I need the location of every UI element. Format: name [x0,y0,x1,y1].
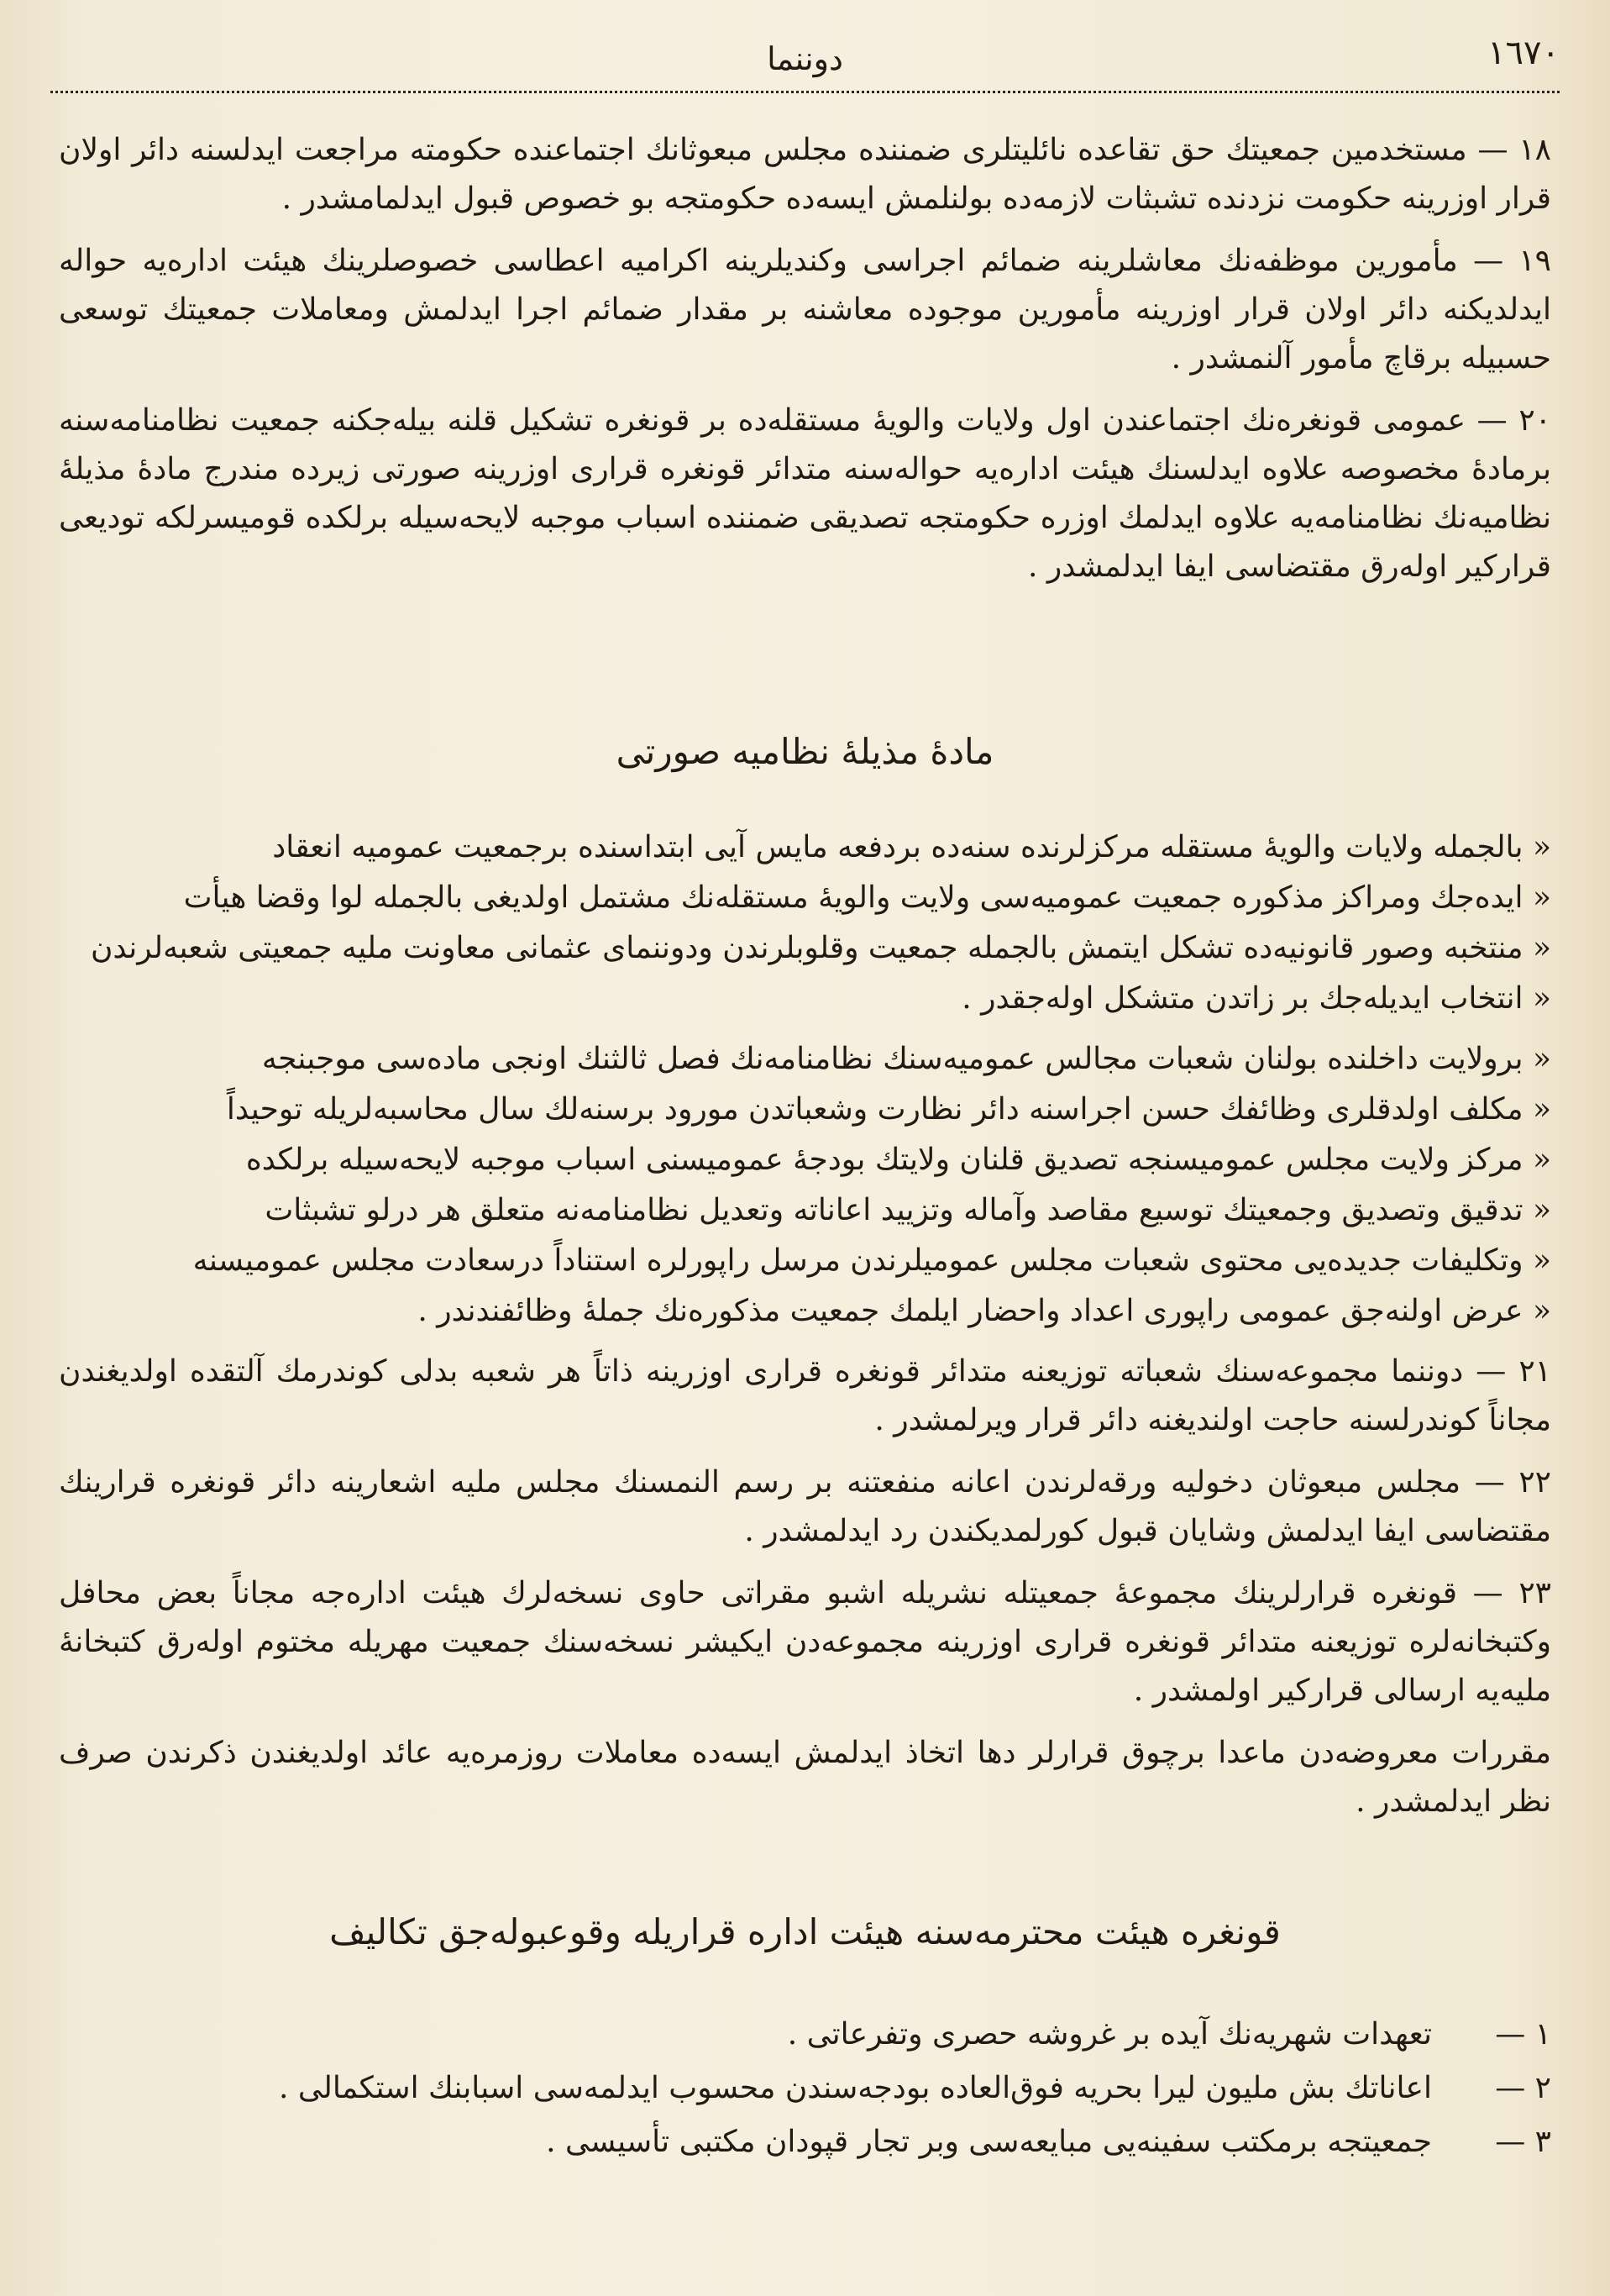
item-text: جمعیتجه برمکتب سفینه‌یی مبایعه‌سی وبر تجار قپودان مکتبی تأسیسی . [546,2125,1432,2159]
item-text: تعهدات شهریه‌نك آیده بر غروشه حصری وتفرعاتی . [787,2017,1432,2052]
paragraph-19: ١٩ — مأمورین موظفه‌نك معاشلرینه ضمائم اجراسی وکندیلرینه اکرامیه اعطاسی خصوصلرینك هیئت اداره‌یه حواله ایدلدیکنه دائر اولان قرار اوزرینه مأمورین موجوده معاشنه بر مقدار ضمائم اجرا ایدلمش ومعاملات جمعیتك توسعی حسبیله برقاچ مأمور آلنمشدر . [59,244,1551,376]
quote-line: « مرکز ولایت مجلس عمومیسنجه تصدیق قلنان ولایتك بودجهٔ عمومیسنی اسباب موجبه لایحه‌سیله برلکده [245,1143,1551,1177]
quote-line: « مکلف اولدقلری وظائفك حسن اجراسنه دائر نظارت وشعباتدن مورود برسنه‌لك سال محاسبه‌لریله توحیداً [226,1092,1551,1127]
item-text: اعاناتك بش ملیون لیرا بحریه فوق‌العاده بودجه‌سندن محسوب ایدلمه‌سی اسبابنك استکمالی . [279,2071,1432,2105]
item-number: ٢ — [1495,2071,1551,2105]
item-number: ١ — [1495,2017,1551,2052]
quote-line: « منتخبه وصور قانونیه‌ده تشکل ایتمش بالجمله جمعیت وقلوبلرندن ودوننمای عثمانی معاونت ملیه جمعیتی شعبه‌لرندن [90,931,1551,965]
quote-line: « عرض اولنه‌جق عمومی راپوری اعداد واحضار ایلمك جمعیت مذکوره‌نك جملهٔ وظائفندندر . [417,1294,1551,1328]
quote-line: « برولایت داخلنده بولنان شعبات مجالس عمومیه‌سنك نظامنامه‌نك فصل ثالثنك اونجی ماده‌سی موجبنجه [261,1042,1551,1076]
paragraph-22: ٢٢ — مجلس مبعوثان دخولیه ورقه‌لرندن اعانه منفعتنه بر رسم النمسنك مجلس ملیه اشعارینه دائر قونغره قرارینك مقتضاسی ایفا ایدلمش وشایان قبول کورلمدیکندن رد ایدلمشدر . [59,1465,1551,1548]
quote-line: « تدقیق وتصدیق وجمعیتك توسیع مقاصد وآماله وتزیید اعاناته وتعدیل نظامنامه‌نه متعلق هر درلو تشبثات [265,1193,1551,1227]
quote-line: « بالجمله ولایات والویهٔ مستقله مرکزلرنده سنه‌ده بردفعه مایس آیی ابتداسنده برجمعیت عمومیه انعقاد [272,830,1551,864]
list-item [59,2008,1551,2062]
proposal-list [59,2008,1551,2169]
page-number: ١٦٧٠ [1487,34,1560,72]
quote-line: « انتخاب ایدیله‌جك بر زاتدن متشکل اوله‌جقدر . [962,981,1551,1016]
page-header [50,34,1560,92]
quote-line: « وتکلیفات جدیده‌یی محتوی شعبات مجلس عمومیلرندن مرسل راپورلره استناداً درسعادت مجلس عمومیسنه [192,1243,1551,1278]
paragraph-21: ٢١ — دوننما مجموعه‌سنك شعباته توزیعنه متدائر قونغره قراری اوزرینه ذاتاً هر شعبه بدلی کوندرمك آلتقده اولدیغندن مجاناً کوندرلسنه حاجت اولندیغنه دائر قرار ویرلمشدر . [59,1354,1551,1437]
closing-paragraph: مقررات معروضه‌دن ماعدا برچوق قرارلر دها اتخاذ ایدلمش ایسه‌ده معاملات روزمره‌یه عائد اولدیغندن ذکرندن صرف نظر ایدلمشدر . [59,1736,1551,1819]
quote-line: « ایده‌جك ومراکز مذکوره جمعیت عمومیه‌سی ولایت والویهٔ مستقله‌نك مشتمل اولدیغی بالجمله لوا وقضا هیأت [183,880,1551,915]
section-b [59,823,1551,1840]
list-item [59,2115,1551,2169]
section-heading-amendment: مادهٔ مذیلهٔ نظامیه صورتی [616,731,994,772]
header-divider [50,91,1560,93]
paragraph-20: ٢٠ — عمومی قونغره‌نك اجتماعندن اول ولایات والویهٔ مستقله‌ده بر قونغره تشکیل قلنه بیله‌جکنه جمعیت نظامنامه‌سنه برمادهٔ مخصوصه علاوه ایدلسنك هیئت اداره‌یه حواله‌سنه متدائر قونغره قراری اوزرینه صورتی زیرده مندرج مادهٔ مذیلهٔ نظامیه‌نك نظامنامه‌یه علاوه ایدلمك اوزره حکومتجه تصدیقی ضمننده اسباب موجبه لایحه‌سیله برلکده قومیسرلکه تودیعی قرارکیر اوله‌رق مقتضاسی ایفا ایدلمشدر . [59,403,1551,584]
paragraph-23: ٢٣ — قونغره قرارلرینك مجموعهٔ جمعیتله نشریله اشبو مقراتی حاوی نسخه‌لرك هیئت اداره‌جه مجاناً بعض محافل وکتبخانه‌لره توزیعنه متدائر قونغره قراری اوزرینه مجموعه‌دن ایکیشر نسخه‌سنك جمعیت مهریله مختوم اوله‌رق کتبخانهٔ ملیه‌یه ارسالی قرارکیر اولمشدر . [59,1576,1551,1708]
running-title: دوننما [767,40,843,77]
section-a [59,126,1551,605]
section-heading-proposals: قونغره هیئت محترمه‌سنه هیئت اداره قراریله وقوعبوله‌جق تکالیف [329,1911,1281,1952]
item-number: ٣ — [1495,2125,1551,2159]
list-item [59,2062,1551,2115]
paragraph-18: ١٨ — مستخدمین جمعیتك حق تقاعده نائلیتلری ضمننده مجلس مبعوثانك اجتماعنده حکومته مراجعت ایدلسنه دائر اولان قرار اوزرینه حکومت نزدنده تشبثات لازمه‌ده بولنلمش ایسه‌ده حکومتجه بو خصوص قبول ایدلمامشدر . [59,133,1551,216]
